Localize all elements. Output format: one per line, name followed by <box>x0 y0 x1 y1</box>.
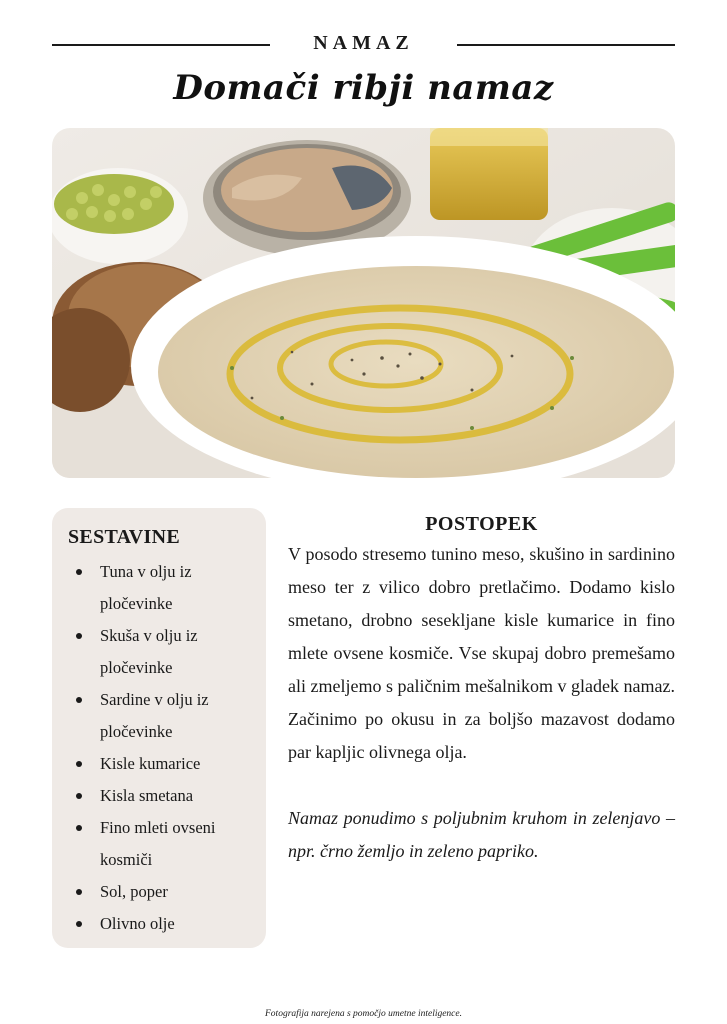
list-item <box>74 684 260 748</box>
bullet-icon <box>76 793 82 799</box>
bullet-icon <box>76 697 82 703</box>
fish-spread-photo <box>52 128 675 478</box>
bullet-icon <box>76 633 82 639</box>
ingredients-list <box>74 556 260 940</box>
ingredients-heading: SESTAVINE <box>68 526 181 548</box>
bullet-icon <box>76 825 82 831</box>
bullet-icon <box>76 889 82 895</box>
header-rule-right <box>457 44 675 46</box>
list-item <box>74 876 260 908</box>
list-item <box>74 780 260 812</box>
ingredient-text: Skuša v olju iz pločevinke <box>100 626 198 677</box>
recipe-title: Domači ribji namaz <box>173 68 554 108</box>
method-heading: POSTOPEK <box>425 513 538 535</box>
ingredient-text: Kisla smetana <box>100 786 194 805</box>
bullet-icon <box>76 921 82 927</box>
ingredient-text: Sol, poper <box>100 882 168 901</box>
list-item <box>74 748 260 780</box>
bullet-icon <box>76 761 82 767</box>
category-label: NAMAZ <box>313 32 414 54</box>
serving-note: Namaz ponudimo s poljubnim kruhom in zelenjavo – npr. črno žemljo in zeleno papriko. <box>288 808 675 861</box>
photo-credit: Fotografija narejena s pomočjo umetne inteligence. <box>265 1009 462 1019</box>
ingredient-text: Tuna v olju iz pločevinke <box>100 562 192 613</box>
bullet-icon <box>76 569 82 575</box>
list-item <box>74 908 260 940</box>
ingredients-card <box>52 508 266 948</box>
page-header <box>52 32 675 58</box>
ingredient-text: Sardine v olju iz pločevinke <box>100 690 209 741</box>
list-item <box>74 812 260 876</box>
list-item <box>74 620 260 684</box>
method-section <box>288 508 675 868</box>
method-text: V posodo stresemo tunino meso, skušino in sardinino meso ter z vilico dobro pretlačimo. Dodamo kislo smetano, drobno sesekljane kisle kumarice in fino mlete ovsene kosmiče. Vse skupaj dobro premešamo ali zmeljemo s paličnim mešalnikom v gladek namaz. Začinimo po okusu in za boljšo mazavost dodamo par kapljic olivnega olja. <box>288 544 675 762</box>
ingredient-text: Kisle kumarice <box>100 754 201 773</box>
ingredient-text: Olivno olje <box>100 914 175 933</box>
list-item <box>74 556 260 620</box>
ingredient-text: Fino mleti ovseni kosmiči <box>100 818 216 869</box>
